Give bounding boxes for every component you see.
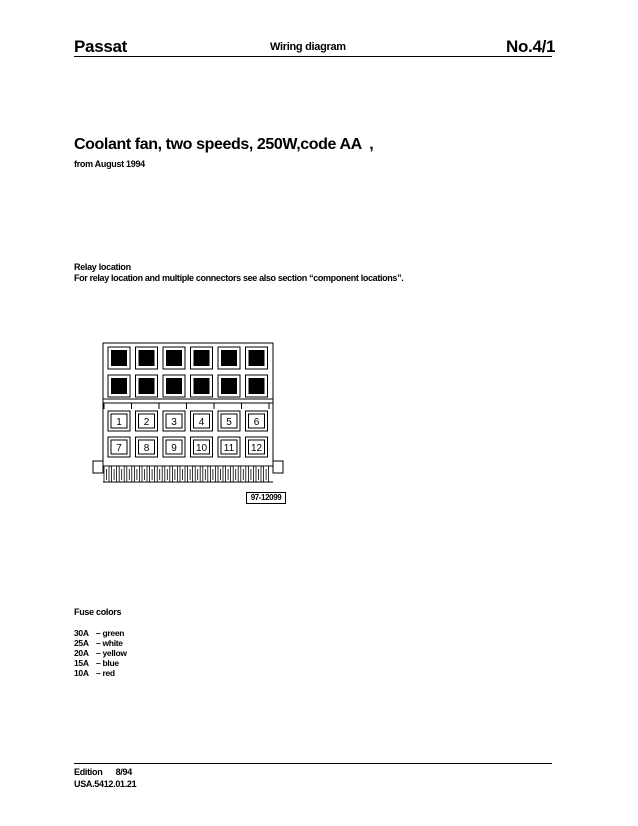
fuse-amp: 30A — [74, 628, 89, 638]
header-model: Passat — [74, 37, 128, 56]
relay-slot-numbered — [218, 411, 240, 431]
fuse-pin — [165, 466, 170, 482]
fuse-amp: 25A — [74, 638, 89, 648]
fuse-colors-heading: Fuse colors — [74, 607, 122, 617]
fuse-pin — [157, 466, 162, 482]
relay-slot-number: 1 — [116, 417, 122, 428]
fuse-pin — [203, 466, 208, 482]
fuse-color-item — [74, 628, 124, 638]
fuse-color: – yellow — [96, 648, 127, 658]
fuse-color: – blue — [96, 658, 119, 668]
relay-slot-numbered — [108, 411, 130, 431]
fuse-pin — [172, 466, 177, 482]
fuse-color: – white — [96, 638, 123, 648]
fuse-pin — [248, 466, 253, 482]
fuse-color-item — [74, 658, 119, 668]
relay-slot-number: 11 — [223, 443, 235, 454]
relay-slot — [191, 347, 213, 369]
footer-edition: Edition 8/94 — [74, 767, 132, 777]
fuse-pin — [241, 466, 246, 482]
relay-slot-number: 2 — [143, 417, 150, 428]
relay-slot — [246, 347, 268, 369]
relay-slot-number: 4 — [198, 417, 205, 428]
relay-slot-number: 8 — [143, 443, 150, 454]
relay-slot — [246, 375, 268, 397]
relay-slot-numbered — [108, 437, 130, 457]
fuse-pin — [188, 466, 193, 482]
fuse-color-item — [74, 648, 127, 658]
fuse-pin — [104, 466, 109, 482]
fuse-amp: 20A — [74, 648, 89, 658]
fuse-pin — [195, 466, 200, 482]
relay-slot — [136, 347, 158, 369]
fuse-pin — [127, 466, 132, 482]
relay-slot-number: 6 — [253, 417, 260, 428]
header-page-number: No.4/1 — [506, 37, 556, 56]
relay-slot-numbered — [246, 411, 268, 431]
relay-slot-numbered — [163, 437, 185, 457]
fuse-pin — [119, 466, 124, 482]
relay-slot-number: 5 — [226, 417, 232, 428]
relay-slot — [108, 375, 130, 397]
fuse-pin — [264, 466, 269, 482]
relay-slot — [136, 375, 158, 397]
header-doc-type: Wiring diagram — [270, 41, 346, 53]
relay-slot-numbered — [163, 411, 185, 431]
relay-location-text: For relay location and multiple connectors see also section “component locations”. — [74, 273, 404, 283]
fuse-pin — [233, 466, 238, 482]
relay-slot-numbered — [191, 437, 213, 457]
footer-document-code: USA.5412.01.21 — [74, 779, 137, 789]
footer-divider — [74, 763, 552, 764]
fuse-pin — [180, 466, 185, 482]
fuse-pin — [256, 466, 261, 482]
relay-slot-number: 7 — [116, 443, 122, 454]
fuse-pin — [226, 466, 231, 482]
fuse-amp: 15A — [74, 658, 89, 668]
relay-slot — [218, 375, 240, 397]
fuse-pin — [142, 466, 147, 482]
figure-reference-label: 97-12099 — [246, 492, 286, 504]
fuse-color-item — [74, 668, 115, 678]
relay-slot — [163, 375, 185, 397]
fuse-color-item — [74, 638, 123, 648]
fuse-pin — [112, 466, 117, 482]
relay-slot — [163, 347, 185, 369]
fuse-amp: 10A — [74, 668, 89, 678]
page-title: Coolant fan, two speeds, 250W,code AA , — [74, 136, 374, 153]
relay-slot-number: 9 — [171, 443, 177, 454]
relay-slot-numbered — [191, 411, 213, 431]
fuse-color: – red — [96, 668, 115, 678]
fuse-color: – green — [96, 628, 125, 638]
fuse-pin — [218, 466, 223, 482]
relay-slot-numbered — [246, 437, 268, 457]
relay-slot-numbered — [136, 437, 158, 457]
relay-slot-number: 12 — [250, 443, 263, 454]
relay-slot-number: 3 — [171, 417, 177, 428]
relay-slot-number: 10 — [195, 443, 208, 454]
relay-slot-numbered — [218, 437, 240, 457]
relay-slot — [108, 347, 130, 369]
fuse-pin — [134, 466, 139, 482]
relay-slot-numbered — [136, 411, 158, 431]
page-subtitle: from August 1994 — [74, 159, 145, 169]
relay-location-heading: Relay location — [74, 262, 131, 272]
fuse-pin — [150, 466, 155, 482]
relay-slot — [218, 347, 240, 369]
relay-slot — [191, 375, 213, 397]
fuse-pin — [210, 466, 215, 482]
